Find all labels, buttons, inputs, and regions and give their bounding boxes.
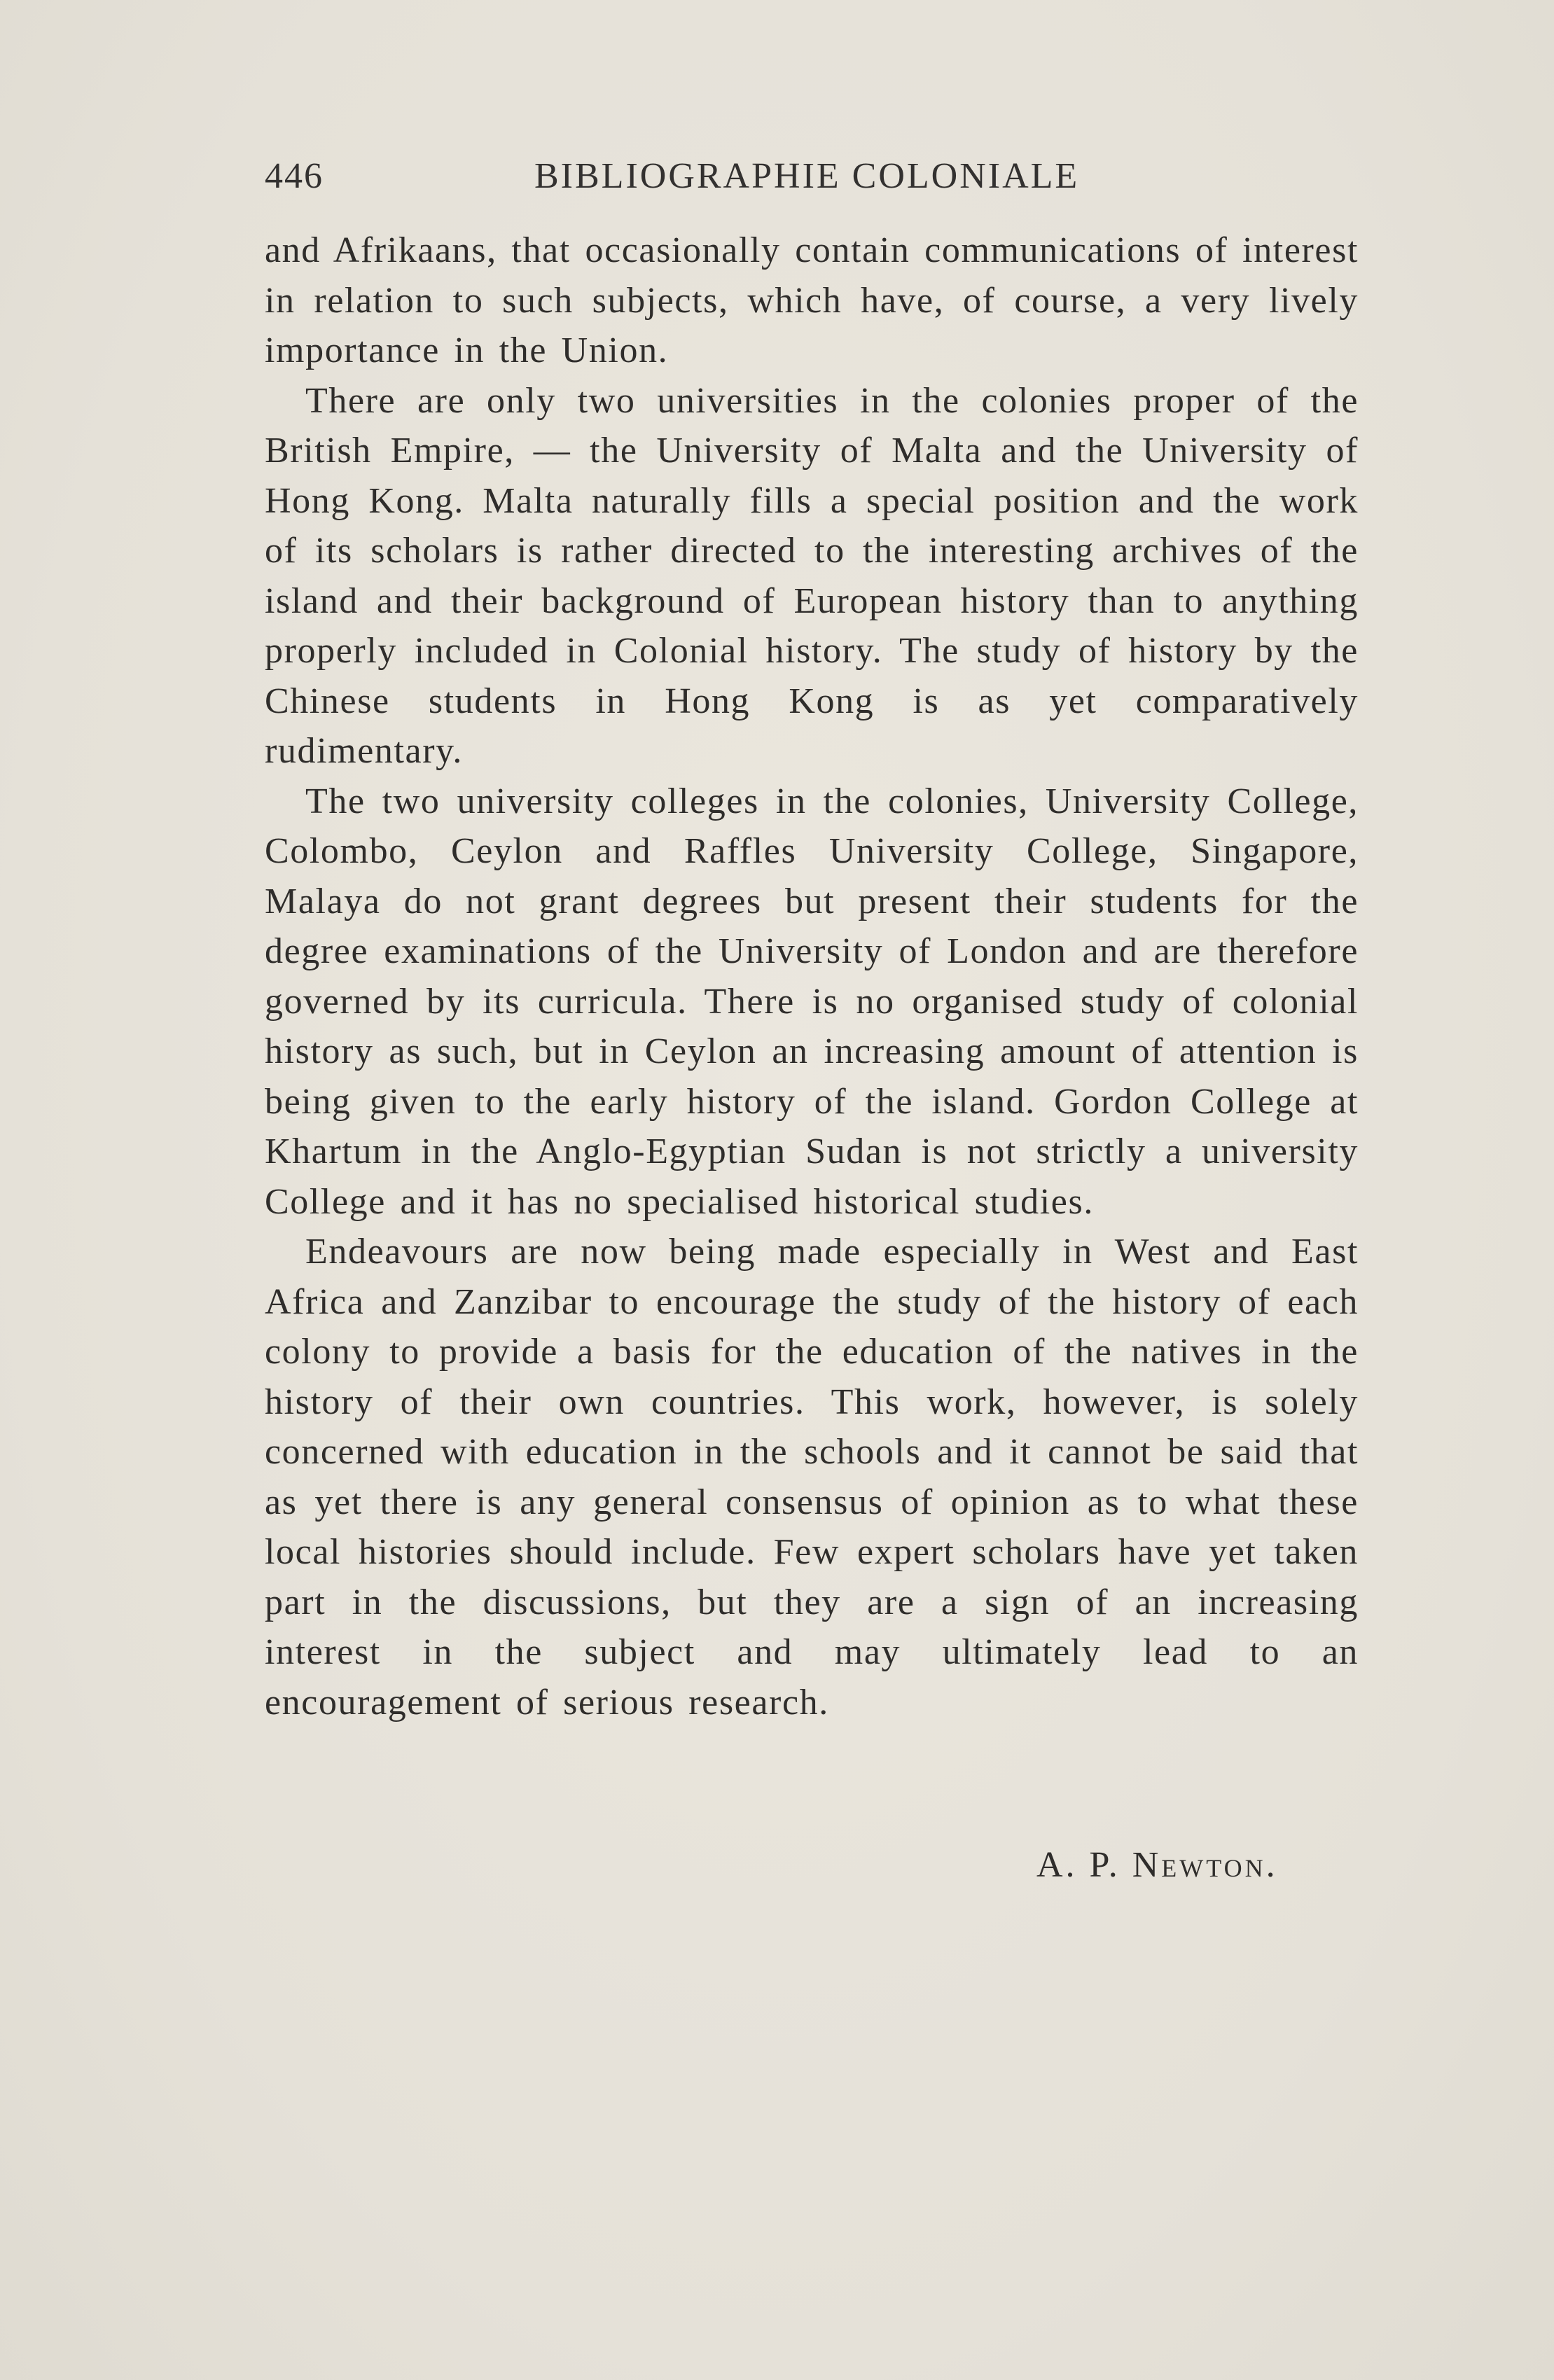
body-text xyxy=(265,225,1359,1727)
paragraph-endeavours: Endeavours are now being made especially in West and East Africa and Zanzibar to encourage the study of the history of each colony to provide a basis for the education of the natives in the history of their own countries. This work, however, is solely concerned with education in the schools and it cannot be said that as yet there is any general consensus of opinion as to what these local histories should include. Few expert scholars have yet taken part in the discussions, but they are a sign of an increasing interest in the subject and may ultimately lead to an encouragement of serious research. xyxy=(265,1232,1359,1723)
paragraph-universities: There are only two universities in the colonies proper of the British Empire, — the University of Malta and the University of Hong Kong. Malta naturally fills a special position and the work of its scholars is rather directed to the interesting archives of the island and their background of European history than to anything properly included in Colonial history. The study of history by the Chinese students in Hong Kong is as yet comparatively rudimentary. xyxy=(265,380,1359,771)
author-initials: A. P. xyxy=(1036,1845,1121,1885)
author-surname: Newton xyxy=(1132,1845,1266,1885)
author-signature-period: . xyxy=(1265,1845,1278,1885)
running-title: BIBLIOGRAPHIE COLONIALE xyxy=(534,156,1080,196)
author-signature xyxy=(1036,1844,1278,1886)
page-number: 446 xyxy=(265,156,324,196)
paragraph-continued: and Afrikaans, that occasionally contain communications of interest in relation to such subjects, which have, of course, a very lively importance in the Union. xyxy=(265,230,1359,370)
running-header xyxy=(265,155,1359,204)
paragraph-university-colleges: The two university colleges in the colonies, University College, Colombo, Ceylon and Raffles University College, Singapore, Malaya do not grant degrees but present their students for the degree examinations of the University of London and are therefore governed by its curricula. There is no organised study of colonial history as such, but in Ceylon an increasing amount of attention is being given to the early history of the island. Gordon College at Khartum in the Anglo-Egyptian Sudan is not strictly a university College and it has no specialised historical studies. xyxy=(265,781,1359,1222)
